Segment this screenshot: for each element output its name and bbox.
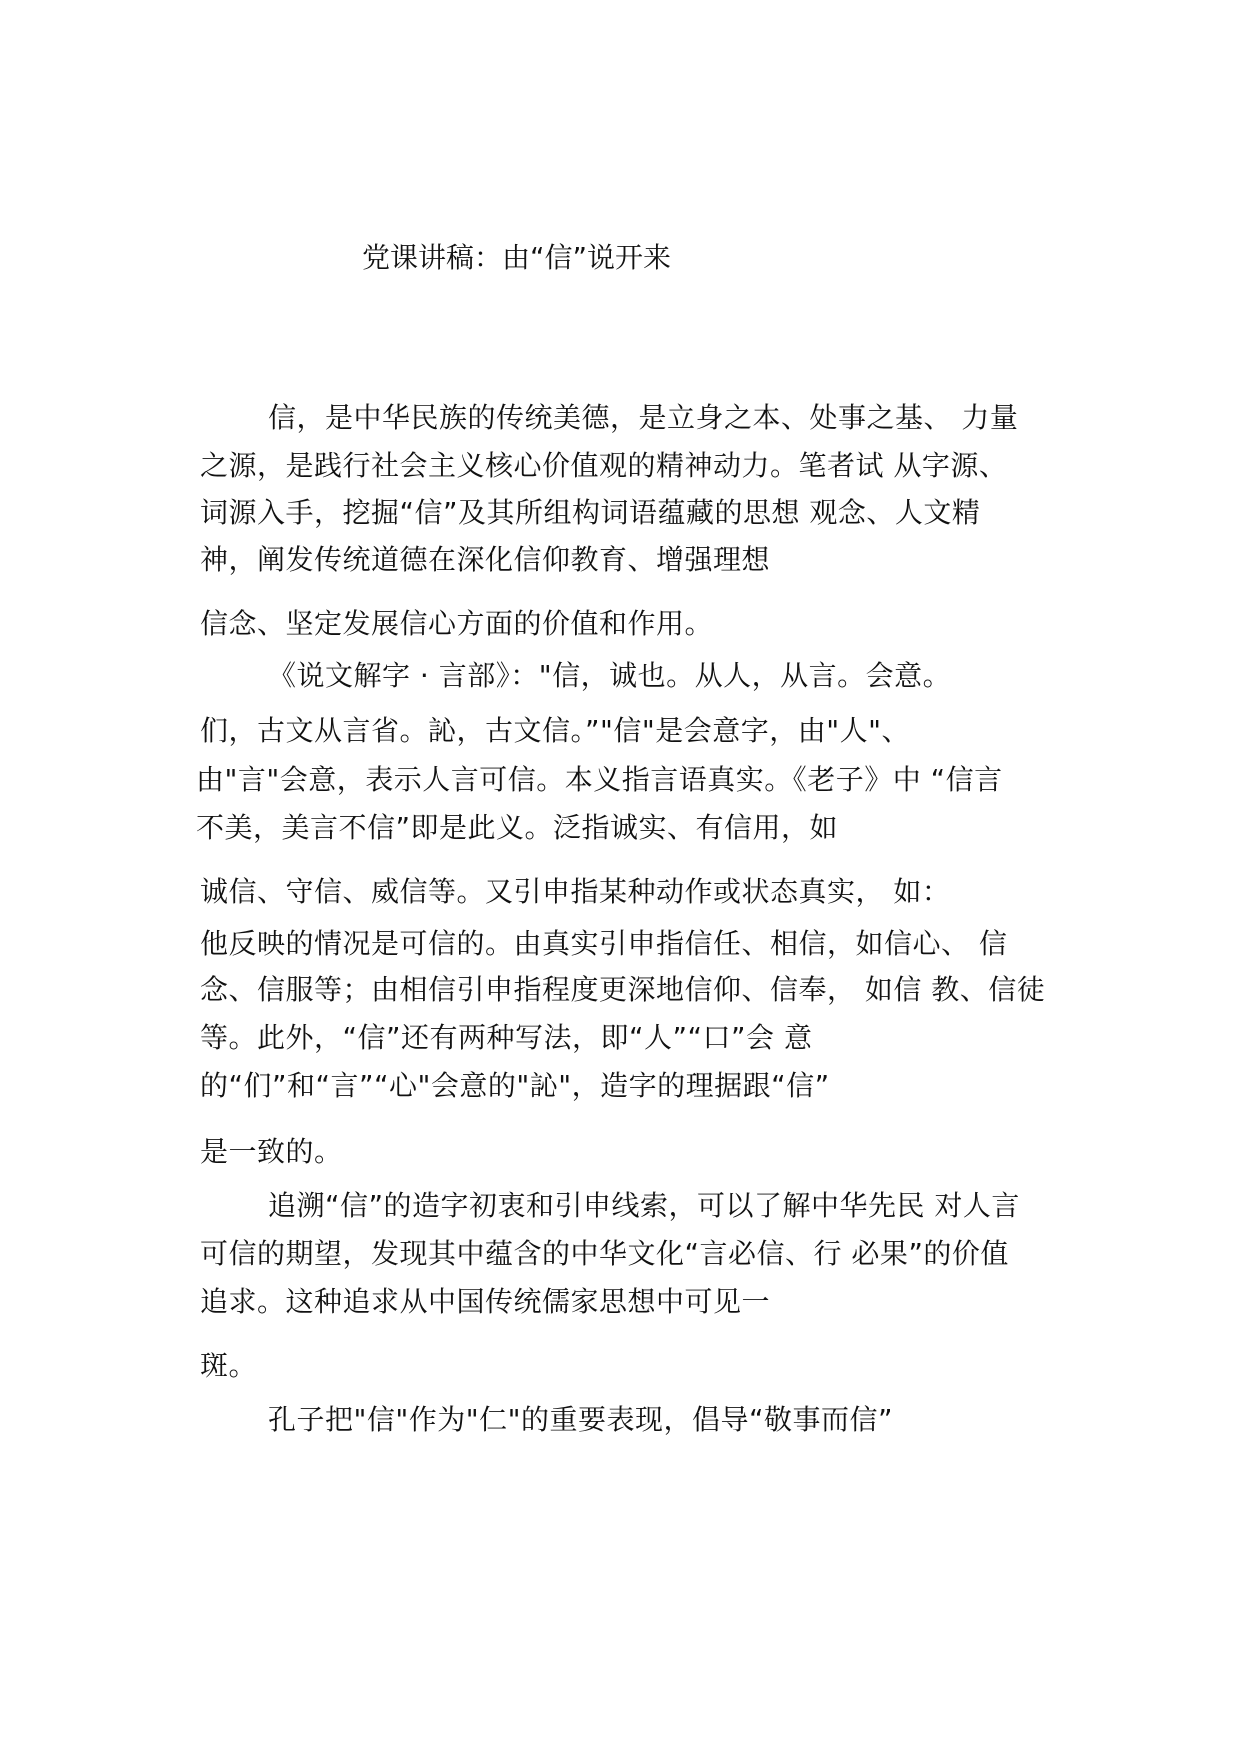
- paragraph-line: 的“们”和“言”“心"会意的"訫"，造字的理据跟“信”: [200, 1069, 830, 1102]
- document-title: 党课讲稿：由“信”说开来: [362, 241, 672, 274]
- paragraph-line: 念、信服等；由相信引申指程度更深地信仰、信奉， 如信 教、信徒: [200, 973, 1046, 1006]
- paragraph-line: 之源，是践行社会主义核心价值观的精神动力。笔者试 从字源、: [200, 449, 1008, 482]
- paragraph-line: 他反映的情况是可信的。由真实引申指信任、相信，如信心、 信: [200, 927, 1008, 960]
- paragraph-line: 信念、坚定发展信心方面的价值和作用。: [200, 607, 714, 640]
- paragraph-line: 斑。: [200, 1349, 258, 1382]
- paragraph-line: 信，是中华民族的传统美德，是立身之本、处事之基、 力量: [268, 401, 1019, 434]
- paragraph-line: 神，阐发传统道德在深化信仰教育、增强理想: [200, 543, 771, 576]
- paragraph-line: 是一致的。: [200, 1135, 343, 1168]
- paragraph-line: 可信的期望，发现其中蕴含的中华文化“言必信、行 必果”的价值: [200, 1237, 1009, 1270]
- paragraph-line: 不美，美言不信”即是此义。泛指诚实、有信用，如: [196, 811, 839, 844]
- paragraph-line: 等。此外，“信”还有两种写法，即“人”“口”会 意: [200, 1021, 813, 1054]
- paragraph-line: 追求。这种追求从中国传统儒家思想中可见一: [200, 1285, 771, 1318]
- paragraph-line: 由"言"会意，表示人言可信。本义指言语真实。《老子》中 “信言: [196, 763, 1003, 796]
- paragraph-line: 诚信、守信、威信等。又引申指某种动作或状态真实， 如：: [200, 875, 951, 908]
- paragraph-line: 追溯“信”的造字初衷和引申线索，可以了解中华先民 对人言: [268, 1189, 1020, 1222]
- paragraph-line: 《说文解字 · 言部》："信，诚也。从人，从言。会意。: [268, 659, 952, 692]
- paragraph-line: 孔子把"信"作为"仁"的重要表现，倡导“敬事而信”: [268, 1403, 894, 1436]
- paragraph-line: 词源入手，挖掘“信”及其所组构词语蕴藏的思想 观念、人文精: [200, 496, 981, 529]
- paragraph-line: 们，古文从言省。訫，古文信。”"信"是会意字，由"人"、: [200, 714, 911, 747]
